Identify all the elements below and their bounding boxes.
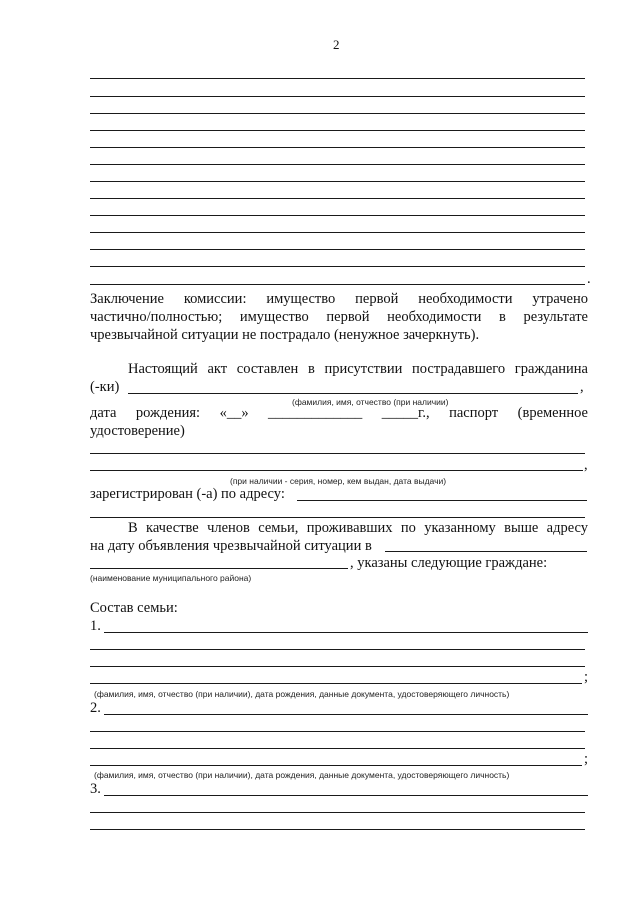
blank-line <box>90 96 585 97</box>
blank-line <box>90 147 585 148</box>
passport-comma: , <box>584 457 588 473</box>
member-line <box>90 666 585 667</box>
act-line-1: Настоящий акт составлен в присутствии пострадавшего гражданина <box>128 361 588 377</box>
passport-caption: (при наличии - серия, номер, кем выдан, дата выдачи) <box>230 476 447 486</box>
member-semicolon: ; <box>584 669 589 685</box>
member-line <box>104 632 588 633</box>
member-semicolon: ; <box>584 751 589 767</box>
member-line <box>90 748 585 749</box>
blank-line <box>90 215 585 216</box>
municipal-line <box>90 568 348 569</box>
family-intro-line-3: , указаны следующие граждане: <box>350 555 548 571</box>
address-line-2 <box>90 517 585 518</box>
passport-line-1 <box>90 453 585 454</box>
member-line <box>90 812 585 813</box>
birth-line: дата рождения: «__» _____________ _____г., паспорт (временное <box>90 405 588 421</box>
member-number: 3. <box>90 781 101 797</box>
family-title: Состав семьи: <box>90 600 178 616</box>
fio-caption: (фамилия, имя, отчество (при наличии) <box>292 397 449 407</box>
conclusion-line-3: чрезвычайной ситуации не пострадало (ненужное зачеркнуть). <box>90 327 480 343</box>
blank-line <box>90 181 585 182</box>
family-intro-line-1: В качестве членов семьи, проживавших по указанному выше адресу <box>128 520 588 536</box>
member-line <box>104 714 588 715</box>
member-number: 1. <box>90 618 101 634</box>
fio-line <box>128 393 578 394</box>
member-line <box>104 795 588 796</box>
member-line <box>90 829 585 830</box>
family-intro-line-2: на дату объявления чрезвычайной ситуации в <box>90 538 372 554</box>
passport-line-2 <box>90 470 583 471</box>
member-line <box>90 683 582 684</box>
blank-line <box>90 232 585 233</box>
member-number: 2. <box>90 700 101 716</box>
registered-label: зарегистрирован (-а) по адресу: <box>90 486 285 502</box>
member-line <box>90 765 582 766</box>
blank-line <box>90 113 585 114</box>
blank-line <box>90 78 585 79</box>
member-caption: (фамилия, имя, отчество (при наличии), дата рождения, данные документа, удостоверяющего личность) <box>94 770 510 780</box>
conclusion-line-2: частично/полностью; имущество первой необходимости в результате <box>90 309 588 325</box>
ki-suffix: (-ки) <box>90 379 120 395</box>
member-line <box>90 649 585 650</box>
end-period: . <box>587 271 591 287</box>
fio-comma: , <box>580 379 584 395</box>
blank-line <box>90 198 585 199</box>
page-number: 2 <box>333 37 340 52</box>
member-line <box>90 731 585 732</box>
blank-line <box>90 164 585 165</box>
member-caption: (фамилия, имя, отчество (при наличии), дата рождения, данные документа, удостоверяющего личность) <box>94 689 510 699</box>
municipal-caption: (наименование муниципального района) <box>90 573 252 583</box>
conclusion-line-1: Заключение комиссии: имущество первой необходимости утрачено <box>90 291 588 307</box>
udost-label: удостоверение) <box>90 423 185 439</box>
blank-line <box>90 266 585 267</box>
blank-line <box>90 249 585 250</box>
date-line <box>385 551 587 552</box>
blank-line <box>90 284 585 285</box>
address-line-1 <box>297 500 587 501</box>
blank-line <box>90 130 585 131</box>
